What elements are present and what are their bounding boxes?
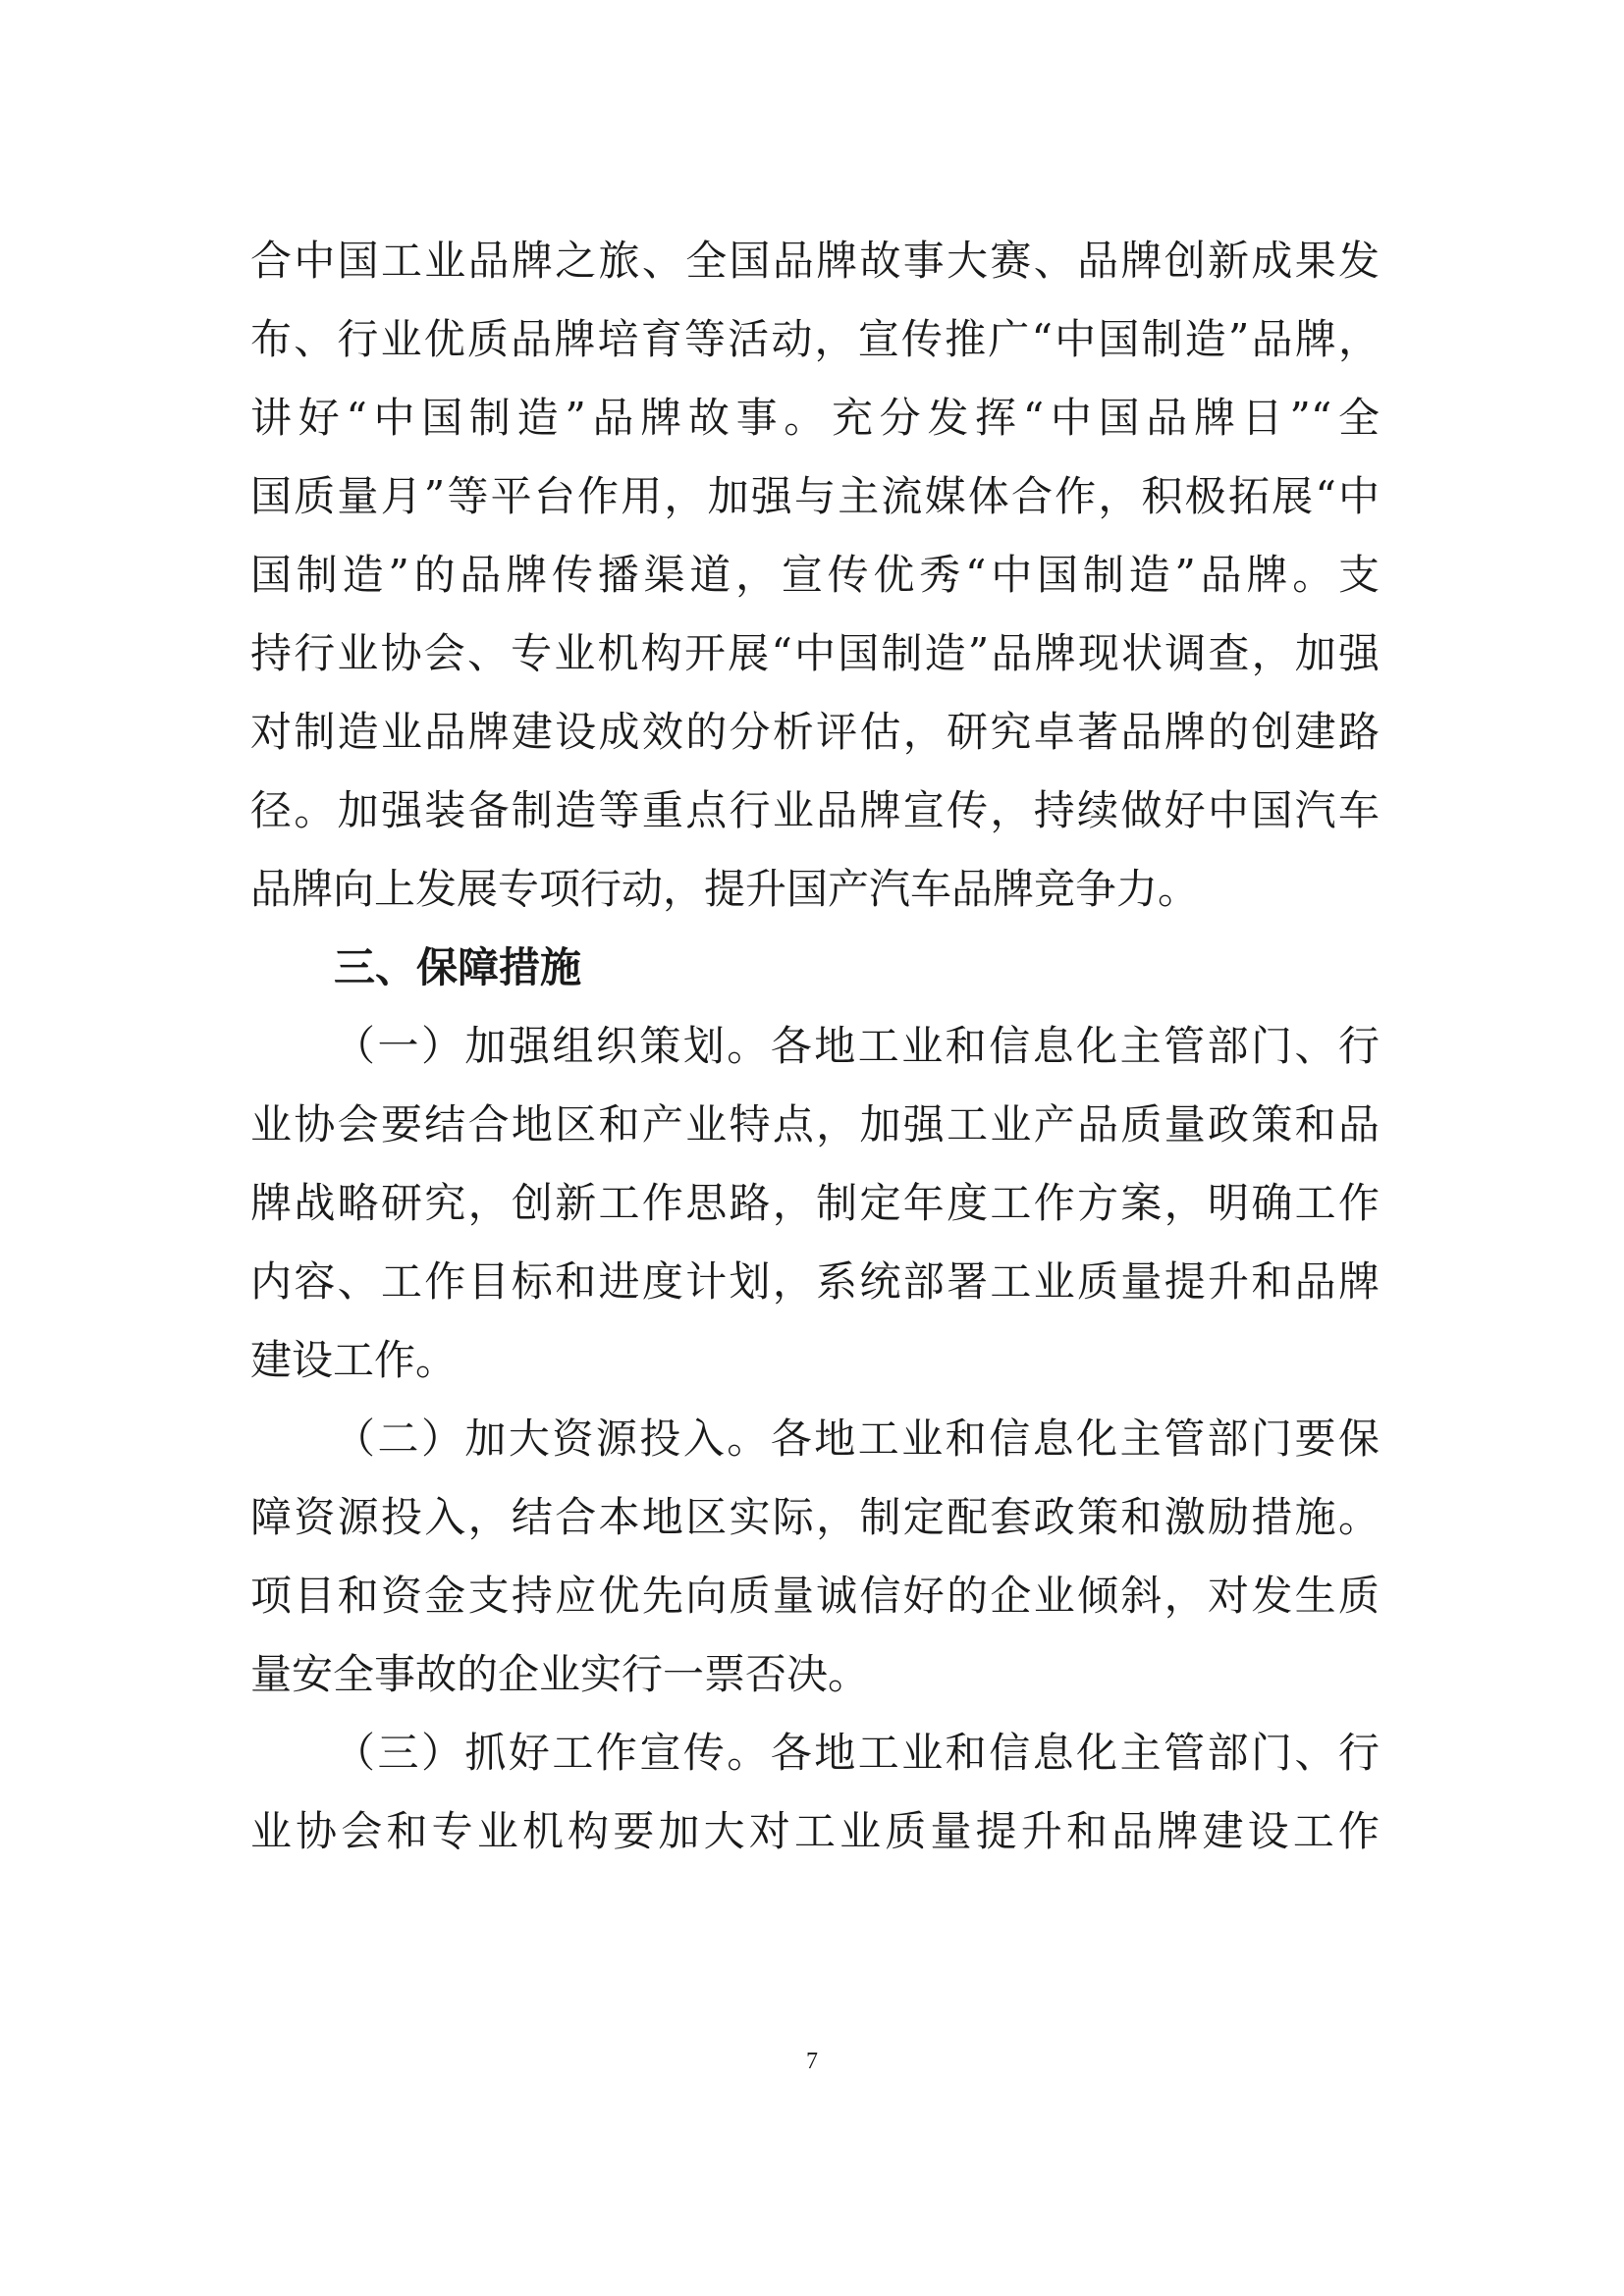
text-line: 合中国工业品牌之旅、全国品牌故事大赛、品牌创新成果发 [250, 237, 1380, 285]
section-heading: 三、保障措施 [334, 943, 582, 991]
text-line: 内容、工作目标和进度计划，系统部署工业质量提升和品牌 [250, 1257, 1380, 1306]
text-line: 布、行业优质品牌培育等活动，宣传推广“中国制造”品牌， [250, 315, 1380, 363]
text-line: 业协会和专业机构要加大对工业质量提升和品牌建设工作 [250, 1807, 1380, 1855]
text-line: 障资源投入，结合本地区实际，制定配套政策和激励措施。 [250, 1493, 1380, 1541]
text-line: 国制造”的品牌传播渠道，宣传优秀“中国制造”品牌。支 [250, 551, 1380, 599]
text-line: 国质量月”等平台作用，加强与主流媒体合作，积极拓展“中 [250, 472, 1380, 520]
text-line: 项目和资金支持应优先向质量诚信好的企业倾斜，对发生质 [250, 1572, 1380, 1620]
page-number: 7 [806, 2049, 818, 2074]
text-line: （二）加大资源投入。各地工业和信息化主管部门要保 [334, 1415, 1380, 1463]
text-line: 量安全事故的企业实行一票否决。 [250, 1650, 870, 1698]
text-line: 径。加强装备制造等重点行业品牌宣传，持续做好中国汽车 [250, 786, 1380, 834]
text-line: 建设工作。 [250, 1336, 458, 1384]
text-line: （三）抓好工作宣传。各地工业和信息化主管部门、行 [334, 1729, 1380, 1777]
text-line: 业协会要结合地区和产业特点，加强工业产品质量政策和品 [250, 1100, 1380, 1148]
text-line: 品牌向上发展专项行动，提升国产汽车品牌竞争力。 [250, 865, 1200, 913]
text-line: 牌战略研究，创新工作思路，制定年度工作方案，明确工作 [250, 1179, 1380, 1227]
text-line: 持行业协会、专业机构开展“中国制造”品牌现状调查，加强 [250, 629, 1380, 677]
text-line: 对制造业品牌建设成效的分析评估，研究卓著品牌的创建路 [250, 708, 1380, 756]
text-line: 讲好“中国制造”品牌故事。充分发挥“中国品牌日”“全 [250, 394, 1380, 442]
text-line: （一）加强组织策划。各地工业和信息化主管部门、行 [334, 1022, 1380, 1070]
